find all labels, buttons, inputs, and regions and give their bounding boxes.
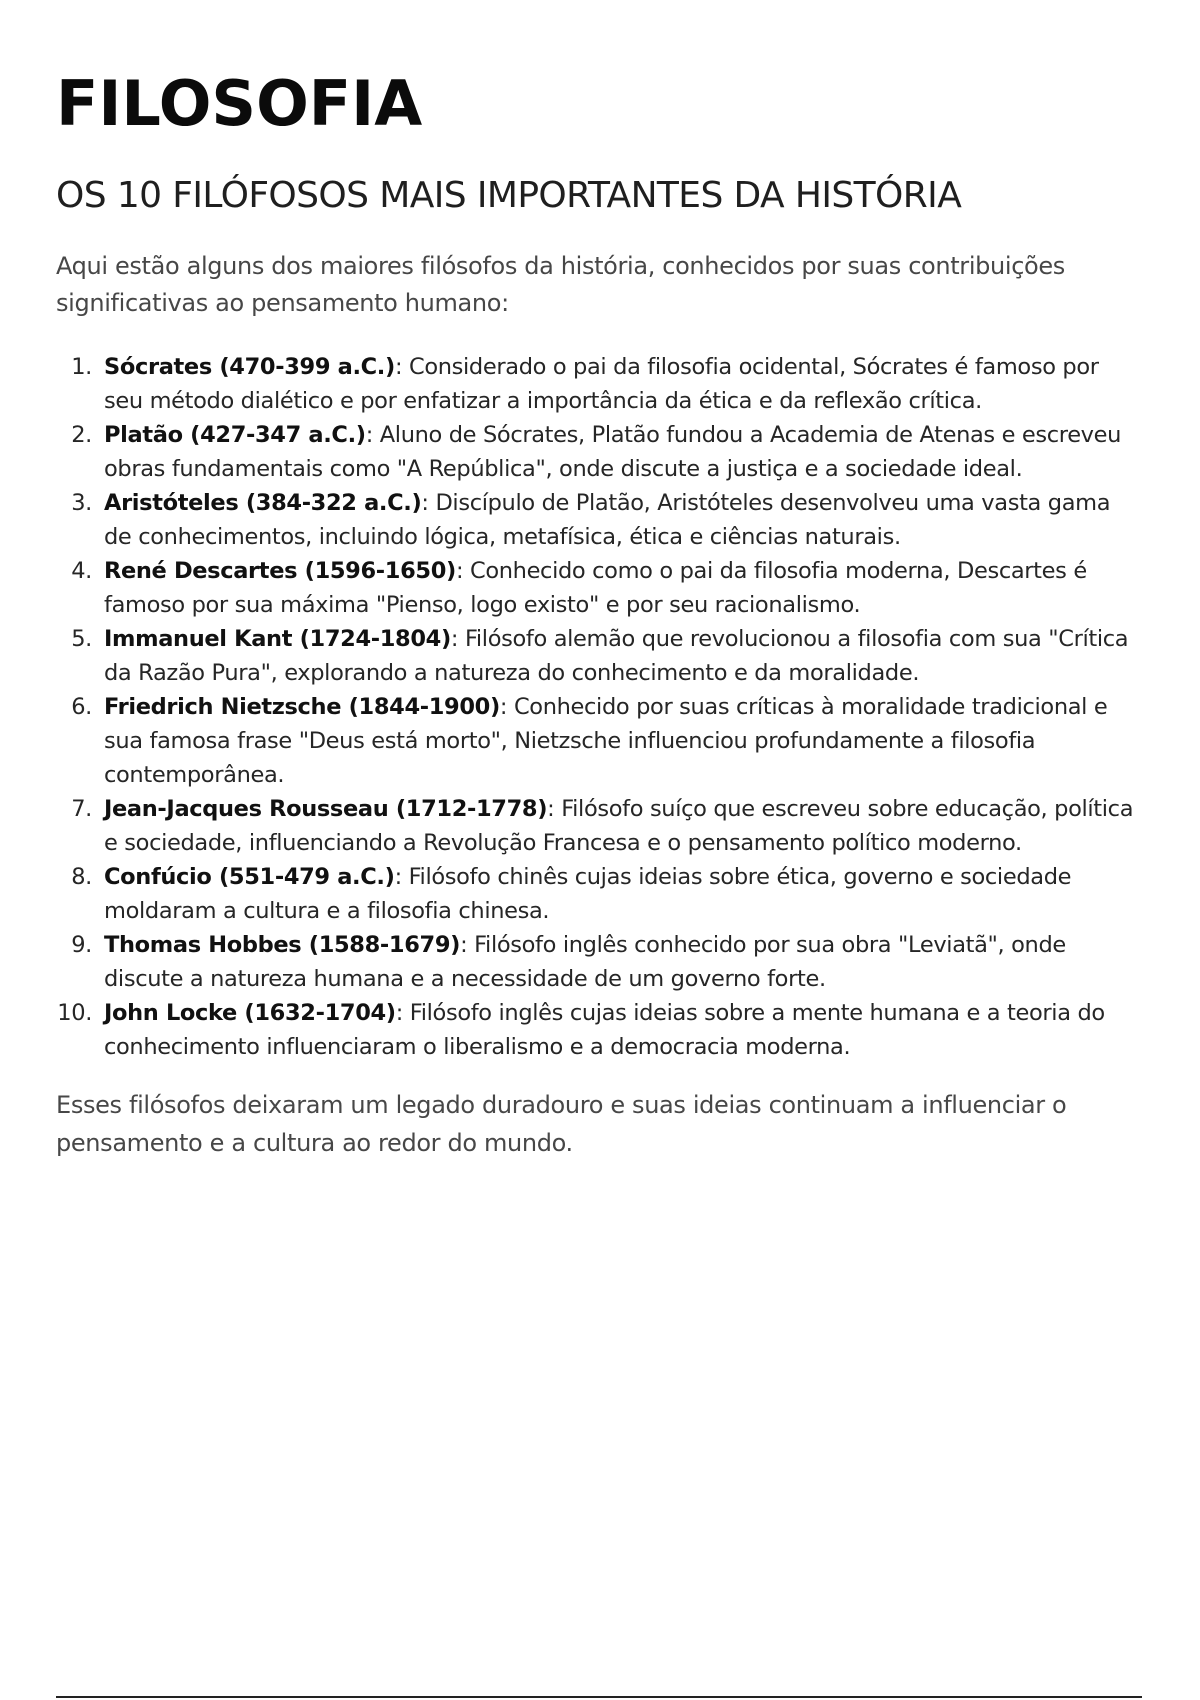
philosopher-description: : Filósofo inglês cujas ideias sobre a mente humana e a teoria do conhecimento influenciaram o liberalismo e a democracia moderna. (104, 1000, 1105, 1060)
philosopher-description: : Aluno de Sócrates, Platão fundou a Academia de Atenas e escreveu obras fundamentais como "A República", onde discute a justiça e a sociedade ideal. (104, 422, 1122, 482)
list-item-number: 9. (71, 932, 92, 958)
philosopher-description: : Filósofo suíço que escreveu sobre educação, política e sociedade, influenciando a Revolução Francesa e o pensamento político moderno. (104, 796, 1134, 856)
list-item (56, 690, 1142, 792)
list-item-number: 8. (71, 864, 92, 890)
philosopher-description: : Discípulo de Platão, Aristóteles desenvolveu uma vasta gama de conhecimentos, incluindo lógica, metafísica, ética e ciências naturais. (104, 490, 1111, 550)
philosopher-name: Friedrich Nietzsche (1844-1900) (104, 694, 500, 720)
list-item (56, 860, 1142, 928)
philosopher-description: : Filósofo chinês cujas ideias sobre ética, governo e sociedade moldaram a cultura e a filosofia chinesa. (104, 864, 1072, 924)
philosopher-name: Jean-Jacques Rousseau (1712-1778) (104, 796, 548, 822)
philosopher-name: Sócrates (470-399 a.C.) (104, 354, 395, 380)
list-item-number: 7. (71, 796, 92, 822)
philosopher-name: Platão (427-347 a.C.) (104, 422, 366, 448)
list-item (56, 996, 1142, 1064)
philosopher-description: : Filósofo inglês conhecido por sua obra "Leviatã", onde discute a natureza humana e a necessidade de um governo forte. (104, 932, 1066, 992)
list-item-number: 6. (71, 694, 92, 720)
intro-paragraph: Aqui estão alguns dos maiores filósofos da história, conhecidos por suas contribuições significativas ao pensamento humano: (56, 252, 1065, 317)
philosopher-list (56, 350, 1142, 1064)
philosopher-name: John Locke (1632-1704) (104, 1000, 396, 1026)
list-item (56, 792, 1142, 860)
list-item-number: 4. (71, 558, 92, 584)
philosopher-description: : Conhecido por suas críticas à moralidade tradicional e sua famosa frase "Deus está morto", Nietzsche influenciou profundamente a filosofia contemporânea. (104, 694, 1108, 788)
philosopher-description: : Conhecido como o pai da filosofia moderna, Descartes é famoso por sua máxima "Pienso, logo existo" e por seu racionalismo. (104, 558, 1087, 618)
list-item (56, 554, 1142, 622)
philosopher-name: Aristóteles (384-322 a.C.) (104, 490, 422, 516)
philosopher-description: : Filósofo alemão que revolucionou a filosofia com sua "Crítica da Razão Pura", explorando a natureza do conhecimento e da moralidade. (104, 626, 1129, 686)
list-item (56, 486, 1142, 554)
page-title: FILOSOFIA (56, 67, 423, 140)
list-item-number: 2. (71, 422, 92, 448)
list-item (56, 418, 1142, 486)
closing-paragraph: Esses filósofos deixaram um legado duradouro e suas ideias continuam a influenciar o pensamento e a cultura ao redor do mundo. (56, 1091, 1067, 1157)
page-subtitle: OS 10 FILÓFOSOS MAIS IMPORTANTES DA HISTÓRIA (56, 175, 962, 216)
list-item-number: 10. (57, 1000, 92, 1026)
list-item-number: 3. (71, 490, 92, 516)
philosopher-name: Immanuel Kant (1724-1804) (104, 626, 451, 652)
list-item-number: 1. (71, 354, 92, 380)
philosopher-name: Thomas Hobbes (1588-1679) (104, 932, 461, 958)
document-page (56, 0, 1142, 1162)
list-item (56, 928, 1142, 996)
philosopher-description: : Considerado o pai da filosofia ocidental, Sócrates é famoso por seu método dialético e por enfatizar a importância da ética e da reflexão crítica. (104, 354, 1099, 414)
list-item (56, 622, 1142, 690)
list-item (56, 350, 1142, 418)
list-item-number: 5. (71, 626, 92, 652)
philosopher-name: Confúcio (551-479 a.C.) (104, 864, 395, 890)
page-bottom-rule (56, 1696, 1142, 1698)
philosopher-name: René Descartes (1596-1650) (104, 558, 456, 584)
